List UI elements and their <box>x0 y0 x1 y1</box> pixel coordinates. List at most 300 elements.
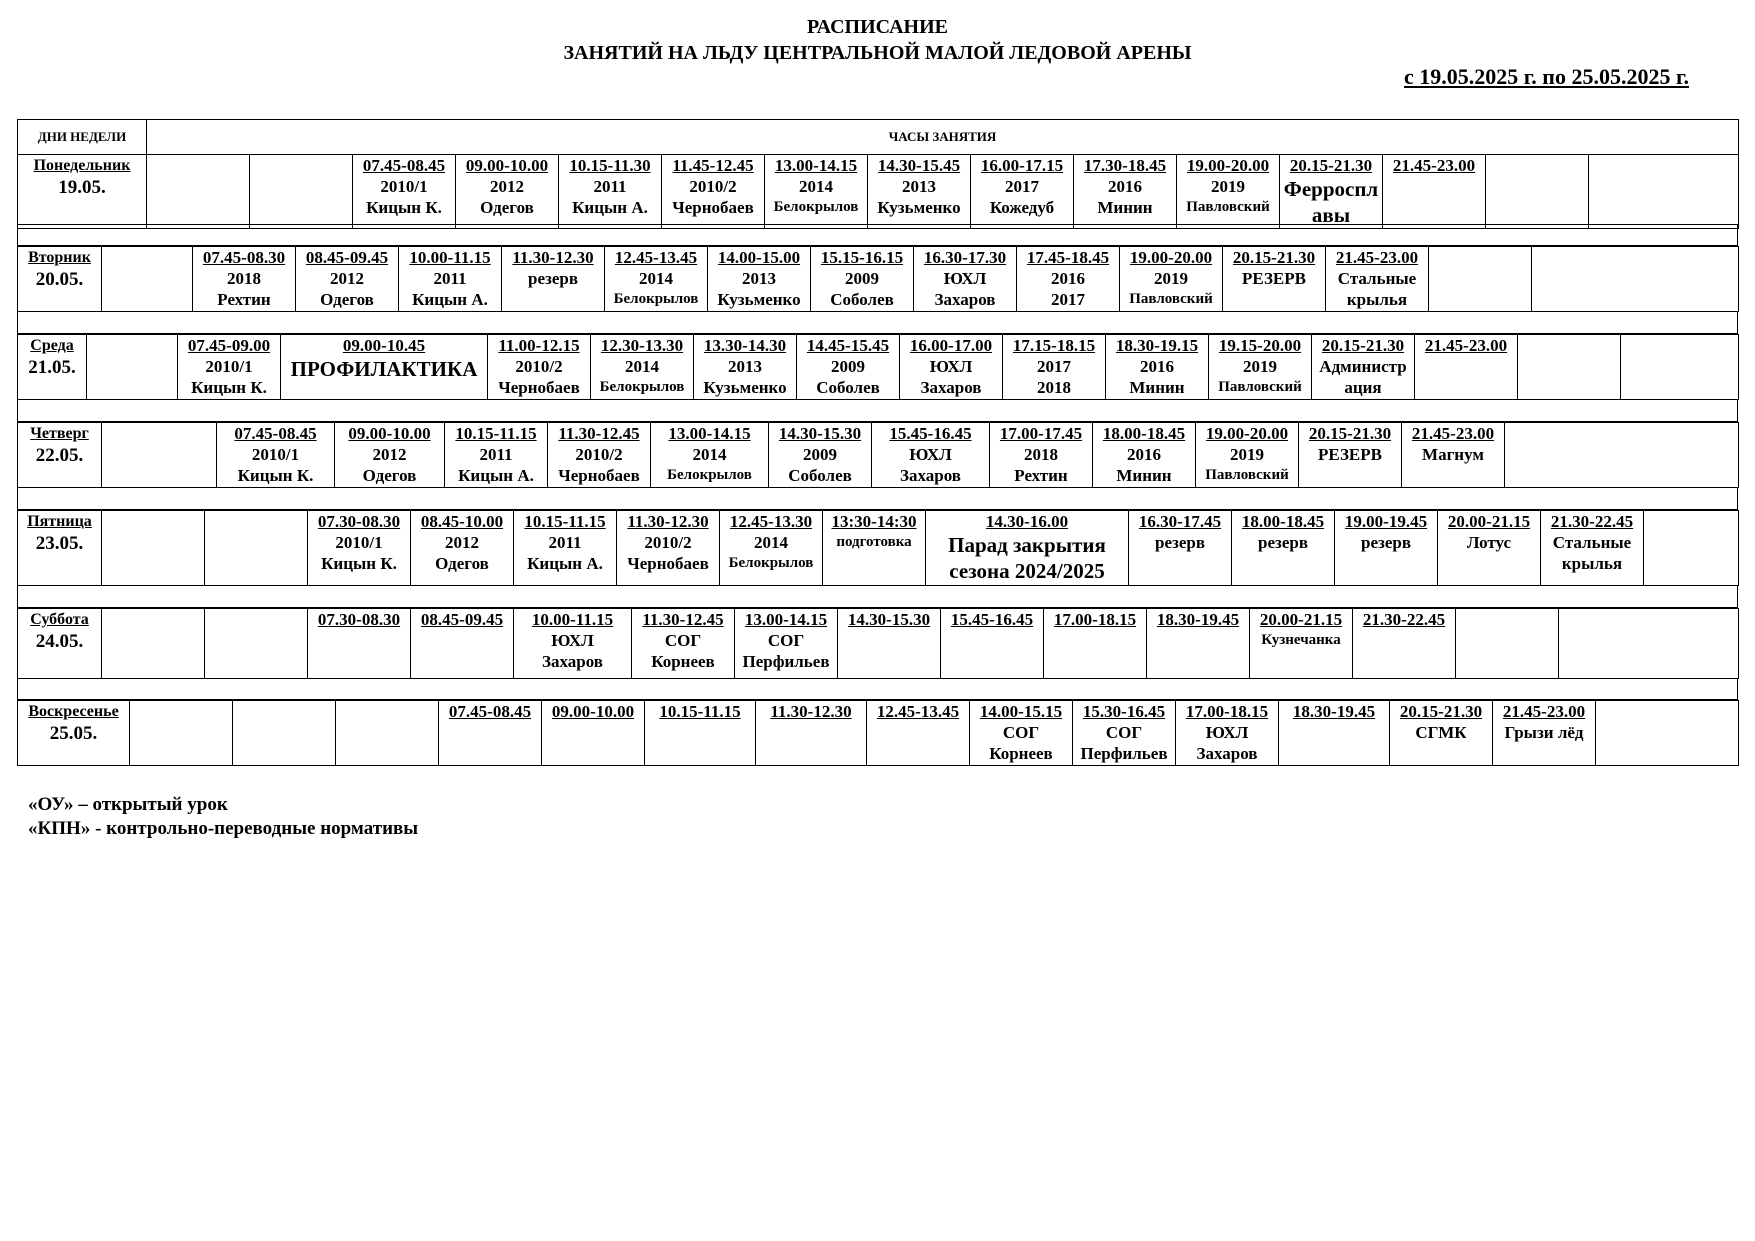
session-time: 20.15-21.30 <box>1321 336 1405 355</box>
day-row <box>17 510 1739 586</box>
session-cell <box>514 511 617 586</box>
day-name: Среда <box>30 337 74 354</box>
session-time: 21.45-23.00 <box>1502 702 1586 721</box>
session-group: 2012 <box>490 177 524 196</box>
session-time: 11.30-12.45 <box>642 610 724 629</box>
session-cell <box>308 609 411 679</box>
session-group: 2014 <box>692 445 727 464</box>
row-separator <box>17 487 1738 510</box>
session-coach: Белокрылов <box>728 555 814 571</box>
session-time: 11.30-12.30 <box>627 512 709 531</box>
session-coach: Чернобаев <box>627 554 709 573</box>
session-coach: Соболев <box>830 290 894 309</box>
day-date: 20.05. <box>35 269 84 290</box>
session-time: 16.30-17.30 <box>923 248 1007 267</box>
session-time: 11.45-12.45 <box>672 156 754 175</box>
session-cell <box>548 423 651 488</box>
session-time: 20.00-21.15 <box>1259 610 1343 629</box>
session-time: 15.30-16.45 <box>1082 702 1166 721</box>
session-coach: Захаров <box>900 466 961 485</box>
session-coach: Павловский <box>1186 199 1270 215</box>
session-time: 13.00-14.15 <box>744 610 828 629</box>
session-group: РЕЗЕРВ <box>1318 445 1382 464</box>
session-cell <box>217 423 335 488</box>
session-cell <box>1486 155 1589 229</box>
session-coach: Кузьменко <box>717 290 801 309</box>
session-time: 14.30-15.30 <box>778 424 862 443</box>
session-cell <box>1559 609 1739 679</box>
session-coach: Корнеев <box>651 652 715 671</box>
session-coach: Минин <box>1129 378 1185 397</box>
session-cell <box>1299 423 1402 488</box>
session-cell <box>605 247 708 312</box>
session-cell <box>811 247 914 312</box>
session-cell <box>662 155 765 229</box>
session-cell <box>720 511 823 586</box>
session-cell <box>1390 701 1493 766</box>
day-cell <box>18 423 102 488</box>
session-group: 2019 <box>1243 357 1277 376</box>
session-cell <box>769 423 872 488</box>
session-coach: Кожедуб <box>989 198 1055 217</box>
session-group: 2013 <box>728 357 762 376</box>
session-time: 20.15-21.30 <box>1399 702 1483 721</box>
session-group: 2019 <box>1211 177 1245 196</box>
session-time: 14.45-15.45 <box>806 336 890 355</box>
session-time: 15.45-16.45 <box>889 424 972 443</box>
session-coach: Чернобаев <box>672 198 754 217</box>
session-time: 13:30-14:30 <box>831 512 917 531</box>
session-coach: Рехтин <box>217 290 271 309</box>
session-cell <box>1438 511 1541 586</box>
session-group: ЮХЛ <box>929 357 973 376</box>
day-cell <box>18 701 130 766</box>
session-cell <box>514 609 632 679</box>
session-time: 20.15-21.30 <box>1289 156 1373 175</box>
session-group: 2009 <box>845 269 879 288</box>
session-group: Стальные <box>1552 533 1632 552</box>
session-cell <box>1505 423 1739 488</box>
session-coach: Чернобаев <box>498 378 580 397</box>
session-cell <box>250 155 353 229</box>
session-time: 21.45-23.00 <box>1392 156 1476 175</box>
session-cell <box>1383 155 1486 229</box>
document-subtitle: ЗАНЯТИЙ НА ЛЬДУ ЦЕНТРАЛЬНОЙ МАЛОЙ ЛЕДОВОЙ АРЕНЫ <box>563 42 1192 64</box>
session-group: СОГ <box>664 631 702 650</box>
day-cell <box>18 155 147 229</box>
session-group: 2017 <box>1037 357 1071 376</box>
session-group: резерв <box>1154 533 1205 552</box>
day-date: 25.05. <box>49 723 98 744</box>
session-time: 12.30-13.30 <box>600 336 684 355</box>
schedule-table <box>17 119 1738 771</box>
session-coach: Кицын К. <box>191 378 267 397</box>
session-cell <box>990 423 1093 488</box>
days-column-header: ДНИ НЕДЕЛИ <box>18 120 147 155</box>
session-coach: Белокрылов <box>773 199 859 215</box>
session-coach: 2017 <box>1051 290 1085 309</box>
session-coach: Павловский <box>1129 291 1213 307</box>
session-group: 2016 <box>1127 445 1161 464</box>
session-group: 2010/1 <box>205 357 253 376</box>
session-cell <box>632 609 735 679</box>
session-coach: Захаров <box>542 652 603 671</box>
session-cell <box>651 423 769 488</box>
session-cell <box>1120 247 1223 312</box>
session-group: 2010/2 <box>515 357 563 376</box>
session-cell <box>900 335 1003 400</box>
session-coach: Кицын А. <box>458 466 534 485</box>
day-date: 22.05. <box>35 445 84 466</box>
document-title: РАСПИСАНИЕ <box>806 16 948 38</box>
day-cell <box>18 511 102 586</box>
day-row <box>17 700 1739 766</box>
date-range: с 19.05.2025 г. по 25.05.2025 г. <box>1404 64 1689 89</box>
session-cell <box>1017 247 1120 312</box>
session-cell <box>102 609 205 679</box>
session-time: 13.00-14.15 <box>774 156 858 175</box>
session-time: 07.45-08.45 <box>362 156 446 175</box>
session-time: 17.00-17.45 <box>999 424 1083 443</box>
session-cell <box>1176 701 1279 766</box>
session-cell <box>353 155 456 229</box>
session-cell <box>1044 609 1147 679</box>
session-time: 14.00-15.15 <box>979 702 1063 721</box>
session-group: 2010/2 <box>575 445 623 464</box>
session-time: 09.00-10.45 <box>342 336 426 355</box>
session-cell <box>296 247 399 312</box>
day-date: 19.05. <box>58 177 106 198</box>
session-time: 14.00-15.00 <box>717 248 801 267</box>
session-time: 17.30-18.45 <box>1083 156 1167 175</box>
session-cell <box>439 701 542 766</box>
session-time: 11.30-12.45 <box>558 424 640 443</box>
session-coach: Захаров <box>934 290 996 309</box>
session-group: Администр <box>1319 357 1407 376</box>
session-group: 2010/2 <box>644 533 692 552</box>
session-cell <box>1493 701 1596 766</box>
session-group: 2011 <box>479 445 513 464</box>
session-coach: авы <box>1311 203 1351 227</box>
session-group: Кузнечанка <box>1261 632 1341 648</box>
session-time: 21.45-23.00 <box>1411 424 1495 443</box>
session-time: 07.45-08.45 <box>448 702 532 721</box>
session-cell <box>102 511 205 586</box>
session-cell <box>335 423 445 488</box>
session-time: 21.45-23.00 <box>1335 248 1419 267</box>
session-cell <box>867 701 970 766</box>
session-cell <box>411 511 514 586</box>
session-cell <box>838 609 941 679</box>
session-time: 08.45-10.00 <box>420 512 504 531</box>
day-cell <box>18 247 102 312</box>
session-group: СОГ <box>1105 723 1143 742</box>
session-cell <box>233 701 336 766</box>
day-cell <box>18 609 102 679</box>
session-group: 2010/2 <box>689 177 737 196</box>
session-group: ЮХЛ <box>909 445 952 464</box>
session-coach: Корнеев <box>989 744 1053 763</box>
session-group: 2013 <box>902 177 936 196</box>
session-time: 21.45-23.00 <box>1424 336 1508 355</box>
session-coach: Перфильев <box>742 652 830 671</box>
session-coach: Рехтин <box>1014 466 1068 485</box>
session-time: 13.30-14.30 <box>703 336 787 355</box>
session-coach: Кицын К. <box>366 198 442 217</box>
session-coach: Павловский <box>1205 467 1289 483</box>
day-cell <box>18 335 87 400</box>
session-cell <box>1621 335 1739 400</box>
session-time: 15.45-16.45 <box>950 610 1034 629</box>
session-cell <box>1280 155 1383 229</box>
session-cell <box>694 335 797 400</box>
day-name: Воскресенье <box>28 703 119 720</box>
session-group: 2014 <box>639 269 673 288</box>
session-cell <box>1232 511 1335 586</box>
session-coach: Белокрылов <box>667 467 752 483</box>
session-group: 2010/1 <box>251 445 300 464</box>
session-time: 09.00-10.00 <box>551 702 635 721</box>
session-coach: Кицын К. <box>321 554 397 573</box>
session-group: Ферроспл <box>1283 177 1379 201</box>
session-coach: Захаров <box>920 378 982 397</box>
session-group: Парад закрытия <box>948 533 1106 557</box>
session-group: резерв <box>1257 533 1308 552</box>
session-coach: Кузьменко <box>703 378 787 397</box>
session-coach: Одегов <box>320 290 374 309</box>
session-group: Грызи лёд <box>1504 723 1584 742</box>
session-time: 13.00-14.15 <box>668 424 751 443</box>
session-group: резерв <box>1360 533 1411 552</box>
session-coach: Кицын А. <box>572 198 648 217</box>
session-time: 15.15-16.15 <box>820 248 904 267</box>
session-time: 10.15-11.30 <box>569 156 651 175</box>
session-time: 19.15-20.00 <box>1218 336 1302 355</box>
day-name: Суббота <box>30 611 89 628</box>
session-group: 2019 <box>1154 269 1188 288</box>
legend-line-kpn: «КПН» - контрольно-переводные нормативы <box>28 818 419 839</box>
session-cell <box>872 423 990 488</box>
session-time: 14.30-16.00 <box>985 512 1069 531</box>
session-time: 08.45-09.45 <box>305 248 389 267</box>
session-time: 10.15-11.15 <box>524 512 606 531</box>
session-coach: Одегов <box>435 554 489 573</box>
session-time: 20.15-21.30 <box>1232 248 1316 267</box>
session-cell <box>1279 701 1390 766</box>
session-cell <box>399 247 502 312</box>
session-coach: Чернобаев <box>558 466 640 485</box>
session-time: 18.00-18.45 <box>1241 512 1325 531</box>
session-cell <box>502 247 605 312</box>
day-name: Четверг <box>30 425 89 442</box>
session-group: ЮХЛ <box>1205 723 1249 742</box>
session-group: 2009 <box>803 445 837 464</box>
session-time: 09.00-10.00 <box>465 156 549 175</box>
session-group: СГМК <box>1415 723 1467 742</box>
session-group: 2010/1 <box>335 533 383 552</box>
session-coach: Минин <box>1097 198 1153 217</box>
session-cell <box>336 701 439 766</box>
session-group: 2012 <box>445 533 479 552</box>
session-cell <box>488 335 591 400</box>
session-time: 21.30-22.45 <box>1550 512 1634 531</box>
session-group: РЕЗЕРВ <box>1242 269 1306 288</box>
session-cell <box>281 335 488 400</box>
row-separator <box>17 585 1738 608</box>
session-group: 2014 <box>799 177 833 196</box>
legend-line-ou: «ОУ» – открытый урок <box>28 794 228 815</box>
session-time: 16.00-17.00 <box>909 336 993 355</box>
session-coach: Белокрылов <box>599 379 685 395</box>
session-coach: крылья <box>1561 554 1623 573</box>
session-cell <box>1003 335 1106 400</box>
session-cell <box>1429 247 1532 312</box>
day-row <box>17 422 1739 488</box>
session-cell <box>1074 155 1177 229</box>
session-cell <box>205 609 308 679</box>
session-cell <box>591 335 694 400</box>
day-row <box>17 334 1739 400</box>
session-time: 17.00-18.15 <box>1185 702 1269 721</box>
session-cell <box>971 155 1074 229</box>
session-coach: крылья <box>1346 290 1408 309</box>
row-separator <box>17 311 1738 334</box>
session-time: 17.00-18.15 <box>1053 610 1137 629</box>
session-cell <box>1196 423 1299 488</box>
session-cell <box>823 511 926 586</box>
session-coach: Соболев <box>816 378 880 397</box>
session-coach: 2018 <box>1037 378 1071 397</box>
session-cell <box>1326 247 1429 312</box>
session-group: 2019 <box>1230 445 1264 464</box>
session-time: 17.15-18.15 <box>1012 336 1096 355</box>
session-time: 20.00-21.15 <box>1447 512 1531 531</box>
session-cell <box>970 701 1073 766</box>
session-cell <box>1093 423 1196 488</box>
session-time: 14.30-15.30 <box>847 610 931 629</box>
session-time: 17.45-18.45 <box>1026 248 1110 267</box>
session-cell <box>1209 335 1312 400</box>
session-group: 2016 <box>1140 357 1174 376</box>
session-group: 2011 <box>593 177 627 196</box>
session-cell <box>87 335 178 400</box>
session-cell <box>411 609 514 679</box>
session-time: 18.30-19.45 <box>1156 610 1240 629</box>
session-coach: ация <box>1344 378 1382 397</box>
session-cell <box>1335 511 1438 586</box>
session-time: 11.00-12.15 <box>498 336 580 355</box>
session-cell <box>941 609 1044 679</box>
session-time: 19.00-20.00 <box>1186 156 1270 175</box>
session-time: 07.30-08.30 <box>317 610 401 629</box>
session-time: 16.30-17.45 <box>1138 512 1222 531</box>
session-group: Магнум <box>1422 445 1484 464</box>
row-separator <box>17 399 1738 422</box>
session-group: 2012 <box>372 445 407 464</box>
session-group: ЮХЛ <box>943 269 987 288</box>
day-date: 21.05. <box>28 357 76 378</box>
session-time: 07.45-08.30 <box>202 248 286 267</box>
session-cell <box>1532 247 1739 312</box>
session-group: 2018 <box>1024 445 1058 464</box>
session-coach: Перфильев <box>1080 744 1168 763</box>
session-time: 18.30-19.45 <box>1292 702 1376 721</box>
session-time: 10.15-11.15 <box>659 702 741 721</box>
session-group: 2016 <box>1051 269 1085 288</box>
session-group: 2018 <box>227 269 261 288</box>
table-header <box>17 119 1739 155</box>
session-cell <box>735 609 838 679</box>
session-cell <box>308 511 411 586</box>
session-cell <box>1312 335 1415 400</box>
session-time: 21.30-22.45 <box>1362 610 1446 629</box>
session-coach: Минин <box>1116 466 1172 485</box>
session-group: ПРОФИЛАКТИКА <box>290 357 478 381</box>
session-cell <box>1402 423 1505 488</box>
row-separator <box>17 224 1738 246</box>
session-group: резерв <box>527 269 578 288</box>
session-group: 2011 <box>548 533 582 552</box>
session-time: 19.00-20.00 <box>1205 424 1289 443</box>
session-cell <box>1415 335 1518 400</box>
session-time: 18.00-18.45 <box>1102 424 1186 443</box>
day-row <box>17 608 1739 679</box>
session-cell <box>1129 511 1232 586</box>
session-group: подготовка <box>836 534 912 550</box>
session-group: 2017 <box>1005 177 1039 196</box>
day-row <box>17 154 1739 229</box>
session-coach: Соболев <box>788 466 852 485</box>
session-time: 07.45-08.45 <box>234 424 317 443</box>
day-date: 23.05. <box>35 533 84 554</box>
session-cell <box>1353 609 1456 679</box>
session-group: 2014 <box>754 533 788 552</box>
session-time: 12.45-13.45 <box>614 248 698 267</box>
session-time: 11.30-12.30 <box>770 702 852 721</box>
session-cell <box>797 335 900 400</box>
session-cell <box>178 335 281 400</box>
session-group: ЮХЛ <box>551 631 594 650</box>
session-time: 11.30-12.30 <box>512 248 594 267</box>
session-coach: Одегов <box>480 198 534 217</box>
session-cell <box>1147 609 1250 679</box>
session-cell <box>1456 609 1559 679</box>
day-date: 24.05. <box>35 631 84 652</box>
session-group: Стальные <box>1337 269 1417 288</box>
session-time: 18.30-19.15 <box>1115 336 1199 355</box>
session-cell <box>756 701 867 766</box>
session-cell <box>1223 247 1326 312</box>
session-time: 10.00-11.15 <box>409 248 491 267</box>
day-row <box>17 246 1739 312</box>
session-cell <box>147 155 250 229</box>
session-group: СОГ <box>767 631 805 650</box>
session-cell <box>102 247 193 312</box>
session-cell <box>1250 609 1353 679</box>
session-coach: сезона 2024/2025 <box>949 559 1105 583</box>
session-cell <box>130 701 233 766</box>
session-coach: Кузьменко <box>877 198 961 217</box>
session-cell <box>617 511 720 586</box>
session-time: 09.00-10.00 <box>348 424 431 443</box>
session-time: 16.00-17.15 <box>980 156 1064 175</box>
session-cell <box>445 423 548 488</box>
session-cell <box>765 155 868 229</box>
session-coach: Кицын А. <box>412 290 488 309</box>
session-cell <box>1541 511 1644 586</box>
day-name: Понедельник <box>33 157 131 174</box>
session-time: 12.45-13.30 <box>729 512 813 531</box>
